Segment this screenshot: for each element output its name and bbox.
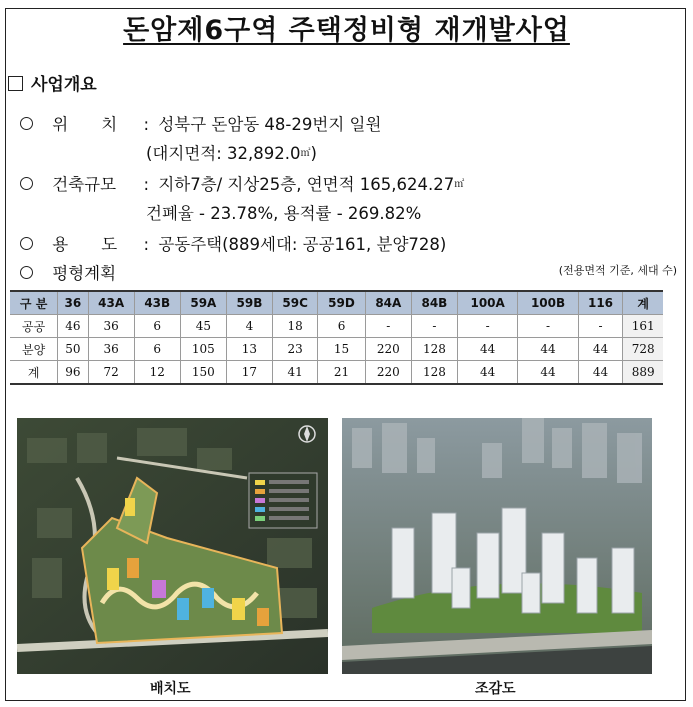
circle-bullet-icon — [20, 117, 33, 130]
scale-label: 건축규모 — [52, 175, 117, 194]
location-row — [20, 111, 381, 135]
table-cell: 46 — [58, 315, 88, 338]
table-cell: 23 — [272, 338, 317, 361]
table-header-row — [10, 291, 663, 315]
table-cell: 44 — [457, 361, 518, 385]
location-label: 위 치 — [52, 115, 118, 134]
header-cell: 84B — [411, 291, 457, 315]
table-cell: - — [411, 315, 457, 338]
table-cell: 44 — [518, 361, 578, 385]
colon: : — [143, 115, 150, 134]
header-cell: 59C — [272, 291, 317, 315]
table-cell: 150 — [180, 361, 226, 385]
table-cell: 6 — [134, 315, 180, 338]
table-cell: 18 — [272, 315, 317, 338]
table-cell: 12 — [134, 361, 180, 385]
table-cell: - — [518, 315, 578, 338]
header-cell: 계 — [623, 291, 663, 315]
total-cell: 889 — [623, 361, 663, 385]
header-cell: 43A — [88, 291, 134, 315]
table-row — [10, 361, 663, 385]
table-cell: 96 — [58, 361, 88, 385]
table-cell: 44 — [457, 338, 518, 361]
table-cell: 13 — [226, 338, 272, 361]
header-cell: 100B — [518, 291, 578, 315]
row-label: 공공 — [10, 315, 58, 338]
header-cell: 59B — [226, 291, 272, 315]
table-cell: 220 — [365, 361, 411, 385]
table-cell: 44 — [518, 338, 578, 361]
header-cell: 43B — [134, 291, 180, 315]
table-cell: 45 — [180, 315, 226, 338]
scale-value: 지하7층/ 지상25층, 연면적 165,624.27 — [158, 175, 455, 194]
header-cell: 36 — [58, 291, 88, 315]
table-cell: 6 — [134, 338, 180, 361]
table-cell: - — [457, 315, 518, 338]
table-row — [10, 338, 663, 361]
plan-label: 평형계획 — [52, 264, 117, 283]
table-cell: 44 — [578, 338, 623, 361]
total-cell: 728 — [623, 338, 663, 361]
document-title: 돈암제6구역 주택정비형 재개발사업 — [123, 15, 570, 46]
site-plan-image — [17, 418, 328, 674]
table-cell: 72 — [88, 361, 134, 385]
circle-bullet-icon — [20, 177, 33, 190]
table-cell: 105 — [180, 338, 226, 361]
total-cell: 161 — [623, 315, 663, 338]
table-cell: 50 — [58, 338, 88, 361]
table-cell: - — [365, 315, 411, 338]
checkbox-square-icon — [8, 76, 23, 91]
aerial-view-caption: 조감도 — [475, 681, 516, 697]
table-cell: 128 — [411, 361, 457, 385]
colon: : — [143, 235, 150, 254]
use-label: 용 도 — [52, 235, 118, 254]
table-cell: 41 — [272, 361, 317, 385]
scale-row: 건축규모 : 지하7층/ 지상25층, 연면적 165,624.27㎡ — [20, 171, 464, 195]
table-cell: 44 — [578, 361, 623, 385]
site-plan-caption: 배치도 — [150, 681, 191, 697]
table-row — [10, 315, 663, 338]
use-row — [20, 231, 446, 255]
unit-plan-table — [10, 290, 663, 385]
use-value: 공동주택(889세대: 공공161, 분양728) — [158, 235, 447, 254]
aerial-view-image — [342, 418, 652, 674]
header-cell: 구 분 — [10, 291, 58, 315]
table-cell: 128 — [411, 338, 457, 361]
table-cell: 15 — [318, 338, 365, 361]
table-cell: - — [578, 315, 623, 338]
circle-bullet-icon — [20, 266, 33, 279]
table-cell: 21 — [318, 361, 365, 385]
table-note: (전용면적 기준, 세대 수) — [558, 264, 677, 277]
table-cell: 36 — [88, 315, 134, 338]
header-cell: 84A — [365, 291, 411, 315]
table-cell: 6 — [318, 315, 365, 338]
table-cell: 220 — [365, 338, 411, 361]
section-heading: 사업개요 — [8, 70, 97, 95]
header-cell: 59D — [318, 291, 365, 315]
location-value: 성북구 돈암동 48-29번지 일원 — [158, 115, 382, 134]
row-label: 분양 — [10, 338, 58, 361]
site-area: (대지면적: 32,892.0㎡) — [146, 144, 317, 163]
header-cell: 116 — [578, 291, 623, 315]
header-cell: 100A — [457, 291, 518, 315]
header-cell: 59A — [180, 291, 226, 315]
circle-bullet-icon — [20, 237, 33, 250]
table-cell: 36 — [88, 338, 134, 361]
row-label: 계 — [10, 361, 58, 385]
coverage-ratio: 건폐율 - 23.78%, 용적률 - 269.82% — [146, 204, 422, 223]
table-cell: 17 — [226, 361, 272, 385]
table-cell: 4 — [226, 315, 272, 338]
plan-row — [20, 260, 116, 284]
colon: : — [143, 175, 150, 194]
